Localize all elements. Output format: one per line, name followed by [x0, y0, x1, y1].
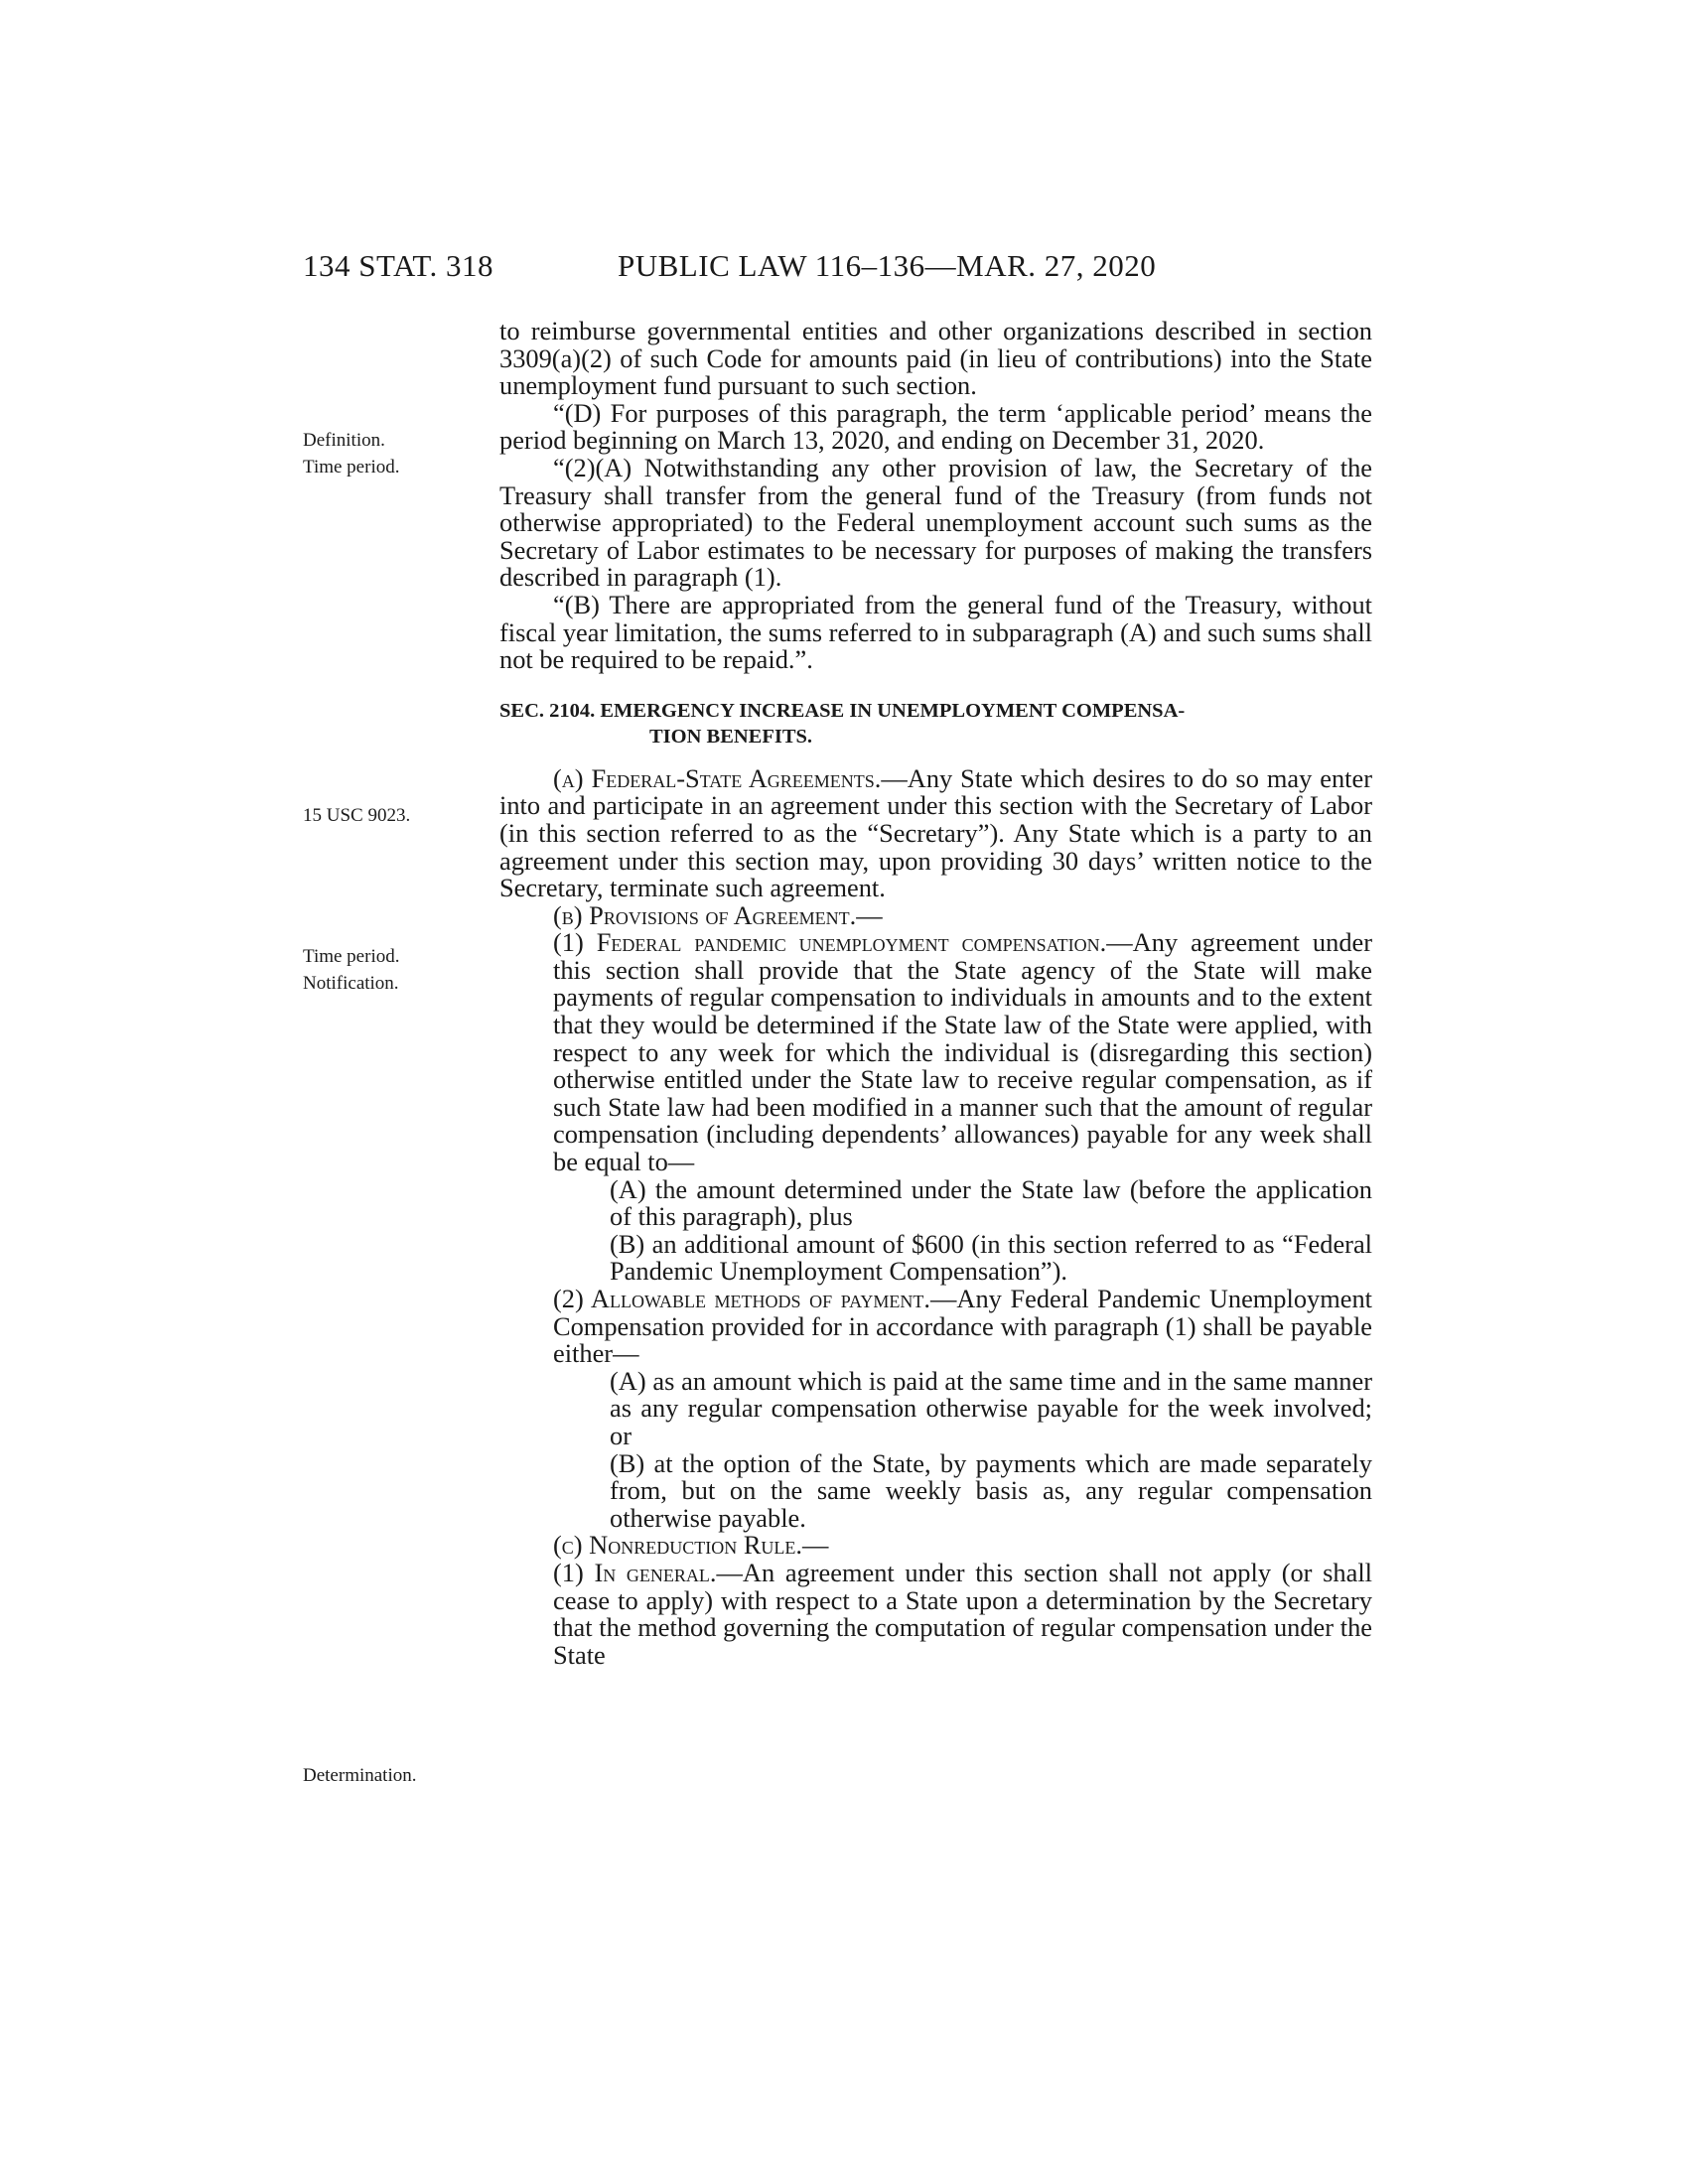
- paragraph-b2-label: (2) Allowable methods of payment.: [553, 1284, 931, 1313]
- subsection-c-dash: —: [802, 1530, 829, 1561]
- paragraph-D-definition: “(D) For purposes of this paragraph, the term ‘applicable period’ means the period beginning on March 13, 2020, and ending on December 31, 2020.: [499, 397, 1372, 456]
- section-heading-line2: TION BENEFITS.: [649, 725, 813, 748]
- subsection-c: [499, 1532, 1372, 1560]
- section-heading: [499, 698, 1372, 750]
- subsection-a-label: (a) Federal-State Agreements.: [553, 762, 882, 793]
- paragraph-b2-text: —Any Federal Pandemic Unemployment Compensation provided for in accordance with paragraph (1) shall be payable either—: [553, 1284, 1372, 1369]
- paragraph-2B: “(B) There are appropriated from the general fund of the Treasury, without fiscal year limitation, the sums referred to in subparagraph (A) and such sums shall not be required to be repaid.”.: [499, 589, 1372, 675]
- margin-note-notification: Notification.: [303, 973, 399, 994]
- body-text: [499, 318, 1372, 1669]
- paragraph-reimburse: to reimburse governmental entities and other organizations described in section 3309(a)(2) of such Code for amounts paid (in lieu of contributions) into the State unemployment fund pursuant to such section.: [499, 316, 1372, 401]
- page-header: [0, 248, 1688, 298]
- subsection-b-dash: —: [856, 899, 883, 930]
- subsection-a: [499, 762, 1372, 903]
- paragraph-c1-text: —An agreement under this section shall not apply (or shall cease to apply) with respect to a State upon a determination by the Secretary that the method governing the computation of regular compensation under the State: [553, 1557, 1372, 1670]
- paragraph-2A: “(2)(A) Notwithstanding any other provision of law, the Secretary of the Treasury shall transfer from the general fund of the Treasury (from funds not otherwise appropriated) to the Federal unemployment account such sums as the Secretary of Labor estimates to be necessary for purposes of making the transfers described in paragraph (1).: [499, 452, 1372, 593]
- margin-note-definition-text: Definition.: [303, 430, 385, 451]
- subparagraph-b2A: (A) as an amount which is paid at the same time and in the same manner as any regular compensation otherwise payable for the week involved; or: [610, 1365, 1372, 1450]
- section-heading-line1: SEC. 2104. EMERGENCY INCREASE IN UNEMPLOYMENT COMPENSA-: [499, 699, 1186, 722]
- paragraph-b1-text: —Any agreement under this section shall provide that the State agency of the State will make payments of regular compensation to individuals in amounts and to the extent that they would be determined if the State law of the State were applied, with respect to any week for which the individual is (disregarding this section) otherwise entitled under the State law to receive regular compensation, as if such State law had been modified in a manner such that the amount of regular compensation (including dependents’ allowances) payable for any week shall be equal to—: [553, 927, 1373, 1177]
- paragraph-b1-label: (1) Federal pandemic unemployment compensation.: [553, 927, 1107, 958]
- subsection-b: [499, 899, 1372, 930]
- margin-note-time-period: Time period.: [303, 457, 400, 478]
- paragraph-b2: [499, 1286, 1372, 1368]
- statute-page-number: 134 STAT. 318: [303, 248, 494, 283]
- paragraph-c1: [499, 1557, 1372, 1670]
- subsection-b-label: (b) Provisions of Agreement.: [553, 899, 857, 930]
- subparagraph-b2B: (B) at the option of the State, by payments which are made separately from, but on the same weekly basis as, any regular compensation otherwise payable.: [610, 1447, 1372, 1533]
- public-law-title: PUBLIC LAW 116–136—MAR. 27, 2020: [618, 248, 1157, 283]
- subparagraph-b1B: (B) an additional amount of $600 (in this section referred to as “Federal Pandemic Unemployment Compensation”).: [610, 1228, 1372, 1287]
- subsection-a-text: —Any State which desires to do so may enter into and participate in an agreement under this section with the Secretary of Labor (in this section referred to as the “Secretary”). Any State which is a party to an agreement under this section may, upon providing 30 days’ written notice to the Secretary, terminate such agreement.: [499, 762, 1372, 903]
- subparagraph-b1A: (A) the amount determined under the State law (before the application of this paragraph), plus: [610, 1173, 1372, 1232]
- margin-note-definition: [303, 427, 462, 480]
- margin-note-determination: Determination.: [303, 1765, 417, 1786]
- margin-note-time-period-notification: [303, 943, 462, 997]
- margin-note-usc: 15 USC 9023.: [303, 805, 411, 826]
- subsection-c-label: (c) Nonreduction Rule.: [553, 1530, 803, 1561]
- paragraph-c1-label: (1) In general.: [553, 1557, 717, 1587]
- margin-note-time-period-2: Time period.: [303, 946, 400, 967]
- paragraph-b1: [499, 929, 1372, 1175]
